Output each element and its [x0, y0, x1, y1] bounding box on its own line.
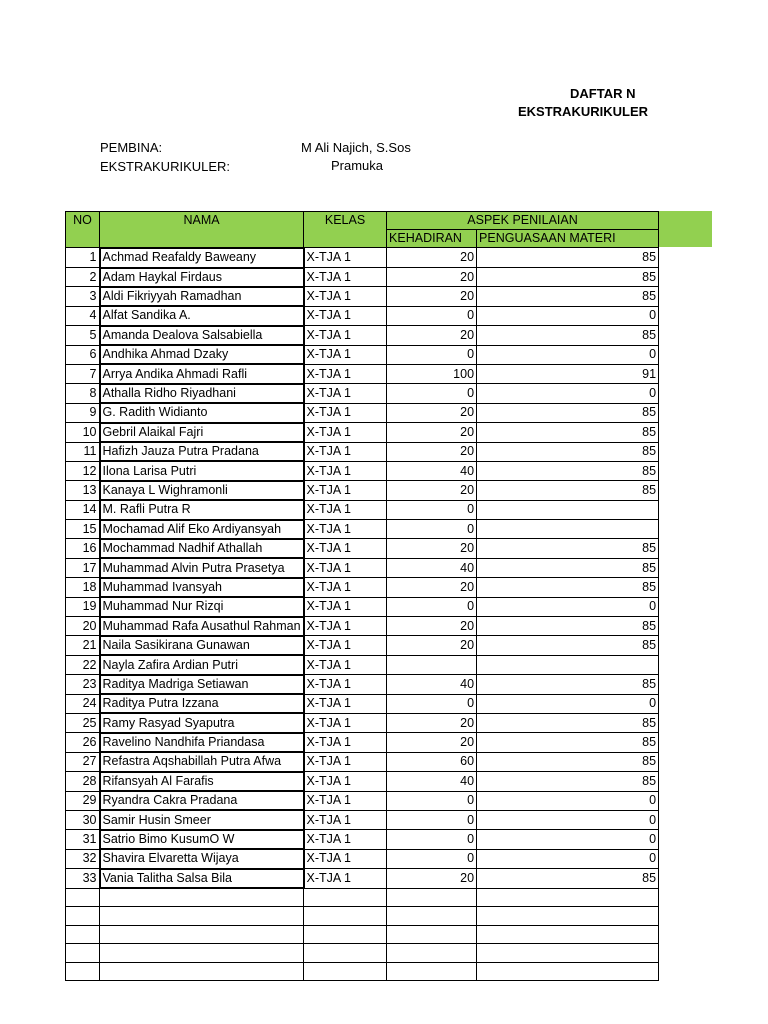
- cell-kelas: X-TJA 1: [304, 830, 387, 849]
- cell-kehadiran: 20: [387, 869, 477, 888]
- cell-nama: Satrio Bimo KusumO W: [100, 830, 304, 849]
- cell-penguasaan: 85: [477, 268, 659, 287]
- cell-kelas: X-TJA 1: [304, 442, 387, 461]
- cell-penguasaan: 85: [477, 539, 659, 558]
- cell-kelas: X-TJA 1: [304, 268, 387, 287]
- cell-no: 26: [66, 733, 100, 752]
- grades-table: [65, 211, 659, 981]
- cell-kehadiran: 0: [387, 810, 477, 829]
- table-row: [66, 268, 659, 287]
- cell-nama: Muhammad Alvin Putra Prasetya: [100, 558, 304, 577]
- empty-cell: [304, 925, 387, 943]
- cell-nama: Hafizh Jauza Putra Pradana: [100, 442, 304, 461]
- empty-cell: [100, 944, 304, 962]
- empty-row: [66, 888, 659, 907]
- cell-kelas: X-TJA 1: [304, 849, 387, 868]
- cell-kelas: X-TJA 1: [304, 733, 387, 752]
- document-title: DAFTAR N: [570, 86, 636, 101]
- cell-penguasaan: 85: [477, 248, 659, 268]
- empty-cell: [304, 888, 387, 907]
- cell-no: 12: [66, 461, 100, 480]
- cell-penguasaan: [477, 500, 659, 519]
- cell-nama: Achmad Reafaldy Baweany: [100, 248, 304, 268]
- empty-cell: [477, 944, 659, 962]
- cell-kehadiran: 20: [387, 403, 477, 422]
- cell-nama: Ravelino Nandhifa Priandasa: [100, 733, 304, 752]
- empty-cell: [100, 888, 304, 907]
- cell-no: 11: [66, 442, 100, 461]
- cell-kehadiran: 40: [387, 675, 477, 694]
- empty-cell: [304, 944, 387, 962]
- cell-nama: Samir Husin Smeer: [100, 810, 304, 829]
- table-row: [66, 849, 659, 868]
- cell-penguasaan: 0: [477, 345, 659, 364]
- cell-no: 9: [66, 403, 100, 422]
- cell-nama: G. Radith Widianto: [100, 403, 304, 422]
- table-row: [66, 733, 659, 752]
- cell-no: 1: [66, 248, 100, 268]
- cell-kelas: X-TJA 1: [304, 345, 387, 364]
- cell-no: 21: [66, 636, 100, 655]
- table-row: [66, 306, 659, 325]
- cell-kehadiran: 100: [387, 364, 477, 383]
- cell-no: 6: [66, 345, 100, 364]
- cell-no: 24: [66, 694, 100, 713]
- cell-no: 7: [66, 364, 100, 383]
- empty-cell: [66, 925, 100, 943]
- cell-kelas: X-TJA 1: [304, 539, 387, 558]
- cell-penguasaan: 0: [477, 597, 659, 616]
- cell-nama: Muhammad Rafa Ausathul Rahman: [100, 617, 304, 636]
- header-penguasaan: PENGUASAAN MATERI: [477, 230, 659, 248]
- header-kehadiran: KEHADIRAN: [387, 230, 477, 248]
- empty-cell: [387, 925, 477, 943]
- cell-no: 18: [66, 578, 100, 597]
- empty-cell: [66, 944, 100, 962]
- cell-penguasaan: [477, 520, 659, 539]
- cell-kehadiran: [387, 655, 477, 674]
- empty-cell: [477, 925, 659, 943]
- empty-cell: [477, 888, 659, 907]
- empty-cell: [100, 907, 304, 925]
- cell-kehadiran: 0: [387, 830, 477, 849]
- cell-kehadiran: 20: [387, 578, 477, 597]
- empty-cell: [66, 888, 100, 907]
- cell-no: 4: [66, 306, 100, 325]
- cell-penguasaan: 85: [477, 326, 659, 345]
- cell-kelas: X-TJA 1: [304, 520, 387, 539]
- cell-kehadiran: 0: [387, 306, 477, 325]
- cell-kelas: X-TJA 1: [304, 636, 387, 655]
- cell-kelas: X-TJA 1: [304, 675, 387, 694]
- cell-nama: Rifansyah Al Farafis: [100, 772, 304, 791]
- cell-kehadiran: 20: [387, 287, 477, 306]
- cell-kehadiran: 40: [387, 772, 477, 791]
- cell-kelas: X-TJA 1: [304, 364, 387, 383]
- table-row: [66, 384, 659, 403]
- cell-penguasaan: 0: [477, 384, 659, 403]
- cell-kehadiran: 20: [387, 733, 477, 752]
- cell-kehadiran: 0: [387, 520, 477, 539]
- cell-kelas: X-TJA 1: [304, 481, 387, 500]
- header-nama: NAMA: [100, 212, 304, 248]
- cell-kehadiran: 0: [387, 384, 477, 403]
- empty-cell: [304, 962, 387, 980]
- cell-kelas: X-TJA 1: [304, 403, 387, 422]
- cell-nama: Refastra Aqshabillah Putra Afwa: [100, 752, 304, 771]
- table-row: [66, 287, 659, 306]
- table-row: [66, 442, 659, 461]
- cell-kelas: X-TJA 1: [304, 694, 387, 713]
- cell-nama: Raditya Putra Izzana: [100, 694, 304, 713]
- cell-no: 5: [66, 326, 100, 345]
- cell-kelas: X-TJA 1: [304, 287, 387, 306]
- cell-kehadiran: 20: [387, 636, 477, 655]
- table-row: [66, 558, 659, 577]
- cell-nama: Muhammad Nur Rizqi: [100, 597, 304, 616]
- title-area: [0, 80, 648, 120]
- cell-no: 29: [66, 791, 100, 810]
- cell-kelas: X-TJA 1: [304, 869, 387, 888]
- table-row: [66, 345, 659, 364]
- cell-kelas: X-TJA 1: [304, 578, 387, 597]
- empty-cell: [100, 925, 304, 943]
- cell-kehadiran: 20: [387, 481, 477, 500]
- cell-nama: Gebril Alaikal Fajri: [100, 423, 304, 442]
- table-row: [66, 423, 659, 442]
- table-row: [66, 791, 659, 810]
- cell-kelas: X-TJA 1: [304, 500, 387, 519]
- table-row: [66, 869, 659, 888]
- table-row: [66, 655, 659, 674]
- cell-kehadiran: 0: [387, 791, 477, 810]
- header-kelas: KELAS: [304, 212, 387, 248]
- cell-penguasaan: 85: [477, 675, 659, 694]
- empty-cell: [387, 907, 477, 925]
- cell-kehadiran: 20: [387, 617, 477, 636]
- cell-no: 31: [66, 830, 100, 849]
- cell-kelas: X-TJA 1: [304, 423, 387, 442]
- cell-no: 23: [66, 675, 100, 694]
- cell-nama: Arrya Andika Ahmadi Rafli: [100, 364, 304, 383]
- cell-penguasaan: 85: [477, 403, 659, 422]
- cell-nama: Naila Sasikirana Gunawan: [100, 636, 304, 655]
- cell-no: 8: [66, 384, 100, 403]
- cell-nama: Andhika Ahmad Dzaky: [100, 345, 304, 364]
- cell-kehadiran: 20: [387, 442, 477, 461]
- cell-kehadiran: 0: [387, 345, 477, 364]
- cell-penguasaan: 0: [477, 306, 659, 325]
- cell-penguasaan: [477, 655, 659, 674]
- cell-no: 27: [66, 752, 100, 771]
- table-row: [66, 364, 659, 383]
- cell-nama: Alfat Sandika A.: [100, 306, 304, 325]
- cell-no: 3: [66, 287, 100, 306]
- empty-row: [66, 944, 659, 962]
- table-row: [66, 597, 659, 616]
- cell-penguasaan: 85: [477, 752, 659, 771]
- cell-penguasaan: 0: [477, 849, 659, 868]
- cell-no: 28: [66, 772, 100, 791]
- cell-nama: Ryandra Cakra Pradana: [100, 791, 304, 810]
- table-row: [66, 481, 659, 500]
- cell-nama: Aldi Fikriyyah Ramadhan: [100, 287, 304, 306]
- cell-no: 30: [66, 810, 100, 829]
- ekskul-value: Pramuka: [331, 158, 384, 173]
- cell-no: 17: [66, 558, 100, 577]
- cell-kelas: X-TJA 1: [304, 655, 387, 674]
- table-row: [66, 403, 659, 422]
- cell-penguasaan: 85: [477, 461, 659, 480]
- cell-penguasaan: 85: [477, 636, 659, 655]
- cell-penguasaan: 85: [477, 558, 659, 577]
- cell-nama: Nayla Zafira Ardian Putri: [100, 655, 304, 674]
- empty-cell: [477, 962, 659, 980]
- table-row: [66, 636, 659, 655]
- empty-cell: [100, 962, 304, 980]
- cell-nama: Ilona Larisa Putri: [100, 461, 304, 480]
- table-row: [66, 539, 659, 558]
- table-row: [66, 248, 659, 268]
- empty-row: [66, 962, 659, 980]
- cell-nama: M. Rafli Putra R: [100, 500, 304, 519]
- empty-row: [66, 907, 659, 925]
- cell-penguasaan: 85: [477, 772, 659, 791]
- empty-cell: [387, 962, 477, 980]
- cell-penguasaan: 85: [477, 287, 659, 306]
- cell-kelas: X-TJA 1: [304, 617, 387, 636]
- cell-kehadiran: 60: [387, 752, 477, 771]
- cell-kehadiran: 20: [387, 713, 477, 732]
- cell-penguasaan: 0: [477, 791, 659, 810]
- cell-kehadiran: 40: [387, 461, 477, 480]
- table-row: [66, 713, 659, 732]
- cell-penguasaan: 85: [477, 481, 659, 500]
- empty-cell: [304, 907, 387, 925]
- cell-no: 14: [66, 500, 100, 519]
- cell-kelas: X-TJA 1: [304, 306, 387, 325]
- cell-nama: Raditya Madriga Setiawan: [100, 675, 304, 694]
- table-row: [66, 675, 659, 694]
- cell-kehadiran: 0: [387, 597, 477, 616]
- cell-kehadiran: 0: [387, 500, 477, 519]
- cell-nama: Muhammad Ivansyah: [100, 578, 304, 597]
- table-row: [66, 578, 659, 597]
- table-row: [66, 810, 659, 829]
- empty-cell: [66, 962, 100, 980]
- cell-kehadiran: 0: [387, 849, 477, 868]
- cell-penguasaan: 0: [477, 694, 659, 713]
- cell-penguasaan: 85: [477, 713, 659, 732]
- cell-kelas: X-TJA 1: [304, 384, 387, 403]
- document-subtitle: EKSTRAKURIKULER: [518, 104, 648, 119]
- cell-penguasaan: 85: [477, 442, 659, 461]
- cell-nama: Kanaya L Wighramonli: [100, 481, 304, 500]
- cell-kehadiran: 20: [387, 423, 477, 442]
- cell-nama: Ramy Rasyad Syaputra: [100, 713, 304, 732]
- empty-cell: [387, 888, 477, 907]
- cell-penguasaan: 85: [477, 733, 659, 752]
- cell-no: 19: [66, 597, 100, 616]
- cell-kehadiran: 0: [387, 694, 477, 713]
- cell-kelas: X-TJA 1: [304, 810, 387, 829]
- cell-no: 15: [66, 520, 100, 539]
- table-row: [66, 617, 659, 636]
- cell-kelas: X-TJA 1: [304, 597, 387, 616]
- cell-no: 13: [66, 481, 100, 500]
- cell-nama: Adam Haykal Firdaus: [100, 268, 304, 287]
- cell-kelas: X-TJA 1: [304, 248, 387, 268]
- cell-nama: Shavira Elvaretta Wijaya: [100, 849, 304, 868]
- table-row: [66, 830, 659, 849]
- header-no: NO: [66, 212, 100, 248]
- cell-penguasaan: 85: [477, 578, 659, 597]
- cell-kelas: X-TJA 1: [304, 461, 387, 480]
- cell-no: 22: [66, 655, 100, 674]
- table-row: [66, 752, 659, 771]
- cell-penguasaan: 0: [477, 810, 659, 829]
- cell-nama: Mochammad Nadhif Athallah: [100, 539, 304, 558]
- cell-kelas: X-TJA 1: [304, 713, 387, 732]
- cell-kelas: X-TJA 1: [304, 752, 387, 771]
- cell-kelas: X-TJA 1: [304, 791, 387, 810]
- cell-kehadiran: 20: [387, 248, 477, 268]
- cell-no: 20: [66, 617, 100, 636]
- table-row: [66, 461, 659, 480]
- cell-kehadiran: 20: [387, 326, 477, 345]
- cell-kehadiran: 40: [387, 558, 477, 577]
- cell-penguasaan: 85: [477, 423, 659, 442]
- cell-kehadiran: 20: [387, 539, 477, 558]
- empty-cell: [387, 944, 477, 962]
- cell-no: 33: [66, 869, 100, 888]
- cell-nama: Amanda Dealova Salsabiella: [100, 326, 304, 345]
- table-row: [66, 500, 659, 519]
- cell-penguasaan: 91: [477, 364, 659, 383]
- cell-no: 25: [66, 713, 100, 732]
- table-row: [66, 694, 659, 713]
- table-row: [66, 326, 659, 345]
- empty-cell: [66, 907, 100, 925]
- table-row: [66, 520, 659, 539]
- cell-penguasaan: 0: [477, 830, 659, 849]
- pembina-value: M Ali Najich, S.Sos: [301, 140, 411, 155]
- cell-nama: Athalla Ridho Riyadhani: [100, 384, 304, 403]
- cell-kelas: X-TJA 1: [304, 772, 387, 791]
- empty-row: [66, 925, 659, 943]
- header-aspek: ASPEK PENILAIAN: [387, 212, 659, 230]
- table-row: [66, 772, 659, 791]
- cell-no: 10: [66, 423, 100, 442]
- ekskul-label: EKSTRAKURIKULER:: [100, 159, 231, 174]
- cell-kehadiran: 20: [387, 268, 477, 287]
- cell-no: 2: [66, 268, 100, 287]
- cell-nama: Mochamad Alif Eko Ardiyansyah: [100, 520, 304, 539]
- cell-kelas: X-TJA 1: [304, 558, 387, 577]
- cell-penguasaan: 85: [477, 869, 659, 888]
- pembina-label: PEMBINA:: [100, 140, 163, 155]
- cell-no: 16: [66, 539, 100, 558]
- cell-no: 32: [66, 849, 100, 868]
- table-header-row: [66, 212, 659, 230]
- cell-penguasaan: 85: [477, 617, 659, 636]
- cell-nama: Vania Talitha Salsa Bila: [100, 869, 304, 888]
- cell-kelas: X-TJA 1: [304, 326, 387, 345]
- empty-cell: [477, 907, 659, 925]
